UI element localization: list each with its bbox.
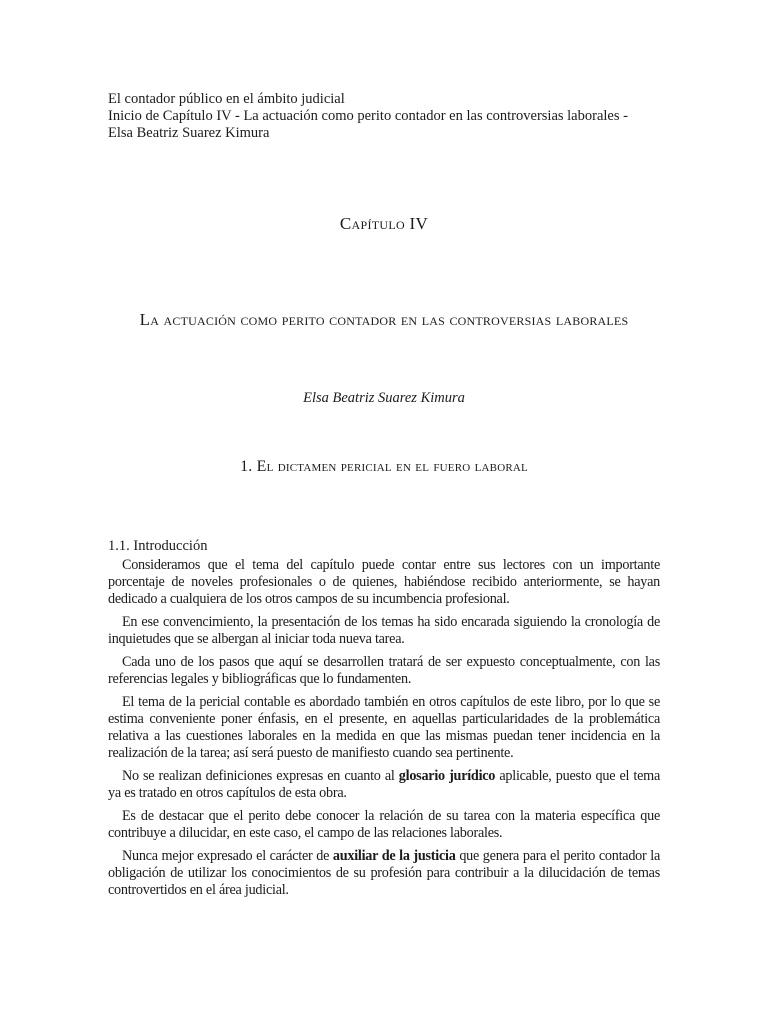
paragraph-1: Consideramos que el tema del capítulo puede contar entre sus lectores con un importante porcentaje de noveles profesionales o de quienes, habiéndose recibido anteriormente, se hayan dedicado a cualquiera de los otros campos de su incumbencia profesional. [108, 557, 660, 607]
document-header [108, 91, 660, 142]
paragraph-7 [108, 848, 660, 899]
paragraph-4: El tema de la pericial contable es abordado también en otros capítulos de este libro, por lo que se estima conveniente poner énfasis, en el presente, en aquellas particularidades de la problemática relativa a las cuestiones laborales en la medida en que las mismas puedan tener incidencia en la realización de la tarea; así será puesto de manifiesto cuando sea pertinente. [108, 694, 660, 761]
paragraph-6: Es de destacar que el perito debe conocer la relación de su tarea con la materia específica que contribuye a dilucidar, en este caso, el campo de las relaciones laborales. [108, 808, 660, 841]
chapter-label: Capítulo IV [339, 214, 429, 233]
justice-auxiliary-term: auxiliar de la justicia [332, 848, 456, 864]
subsection-heading: 1.1. Introducción [108, 538, 208, 554]
header-book-title: El contador público en el ámbito judicial [108, 91, 345, 107]
paragraph-7-text-a: Nunca mejor expresado el carácter de [122, 848, 333, 864]
paragraph-2: En ese convencimiento, la presentación de los temas ha sido encarada siguiendo la cronología de inquietudes que se albergan al iniciar toda nueva tarea. [108, 614, 660, 647]
chapter-title: La actuación como perito contador en las controversias laborales [139, 310, 629, 329]
header-chapter-start: Inicio de Capítulo IV - La actuación como perito contador en las controversias laborales - [108, 108, 628, 124]
glossary-term: glosario jurídico [398, 768, 496, 784]
paragraph-3: Cada uno de los pasos que aquí se desarrollen tratará de ser expuesto conceptualmente, con las referencias legales y bibliográficas que lo fundamenten. [108, 654, 660, 687]
paragraph-5-text-a: No se realizan definiciones expresas en cuanto al [122, 768, 399, 784]
paragraph-5 [108, 768, 660, 802]
header-author: Elsa Beatriz Suarez Kimura [108, 125, 270, 141]
chapter-author: Elsa Beatriz Suarez Kimura [303, 390, 465, 406]
paragraph-5-text-b: aplicable, puesto que el tema ya es tratado en otros capítulos de esta obra. [108, 768, 660, 801]
paragraph-7-text-b: que genera para el perito contador la obligación de utilizar los conocimientos de su profesión para contribuir a la dilucidación de temas controvertidos en el área judicial. [108, 848, 660, 898]
section-heading: 1. El dictamen pericial en el fuero laboral [240, 458, 528, 475]
